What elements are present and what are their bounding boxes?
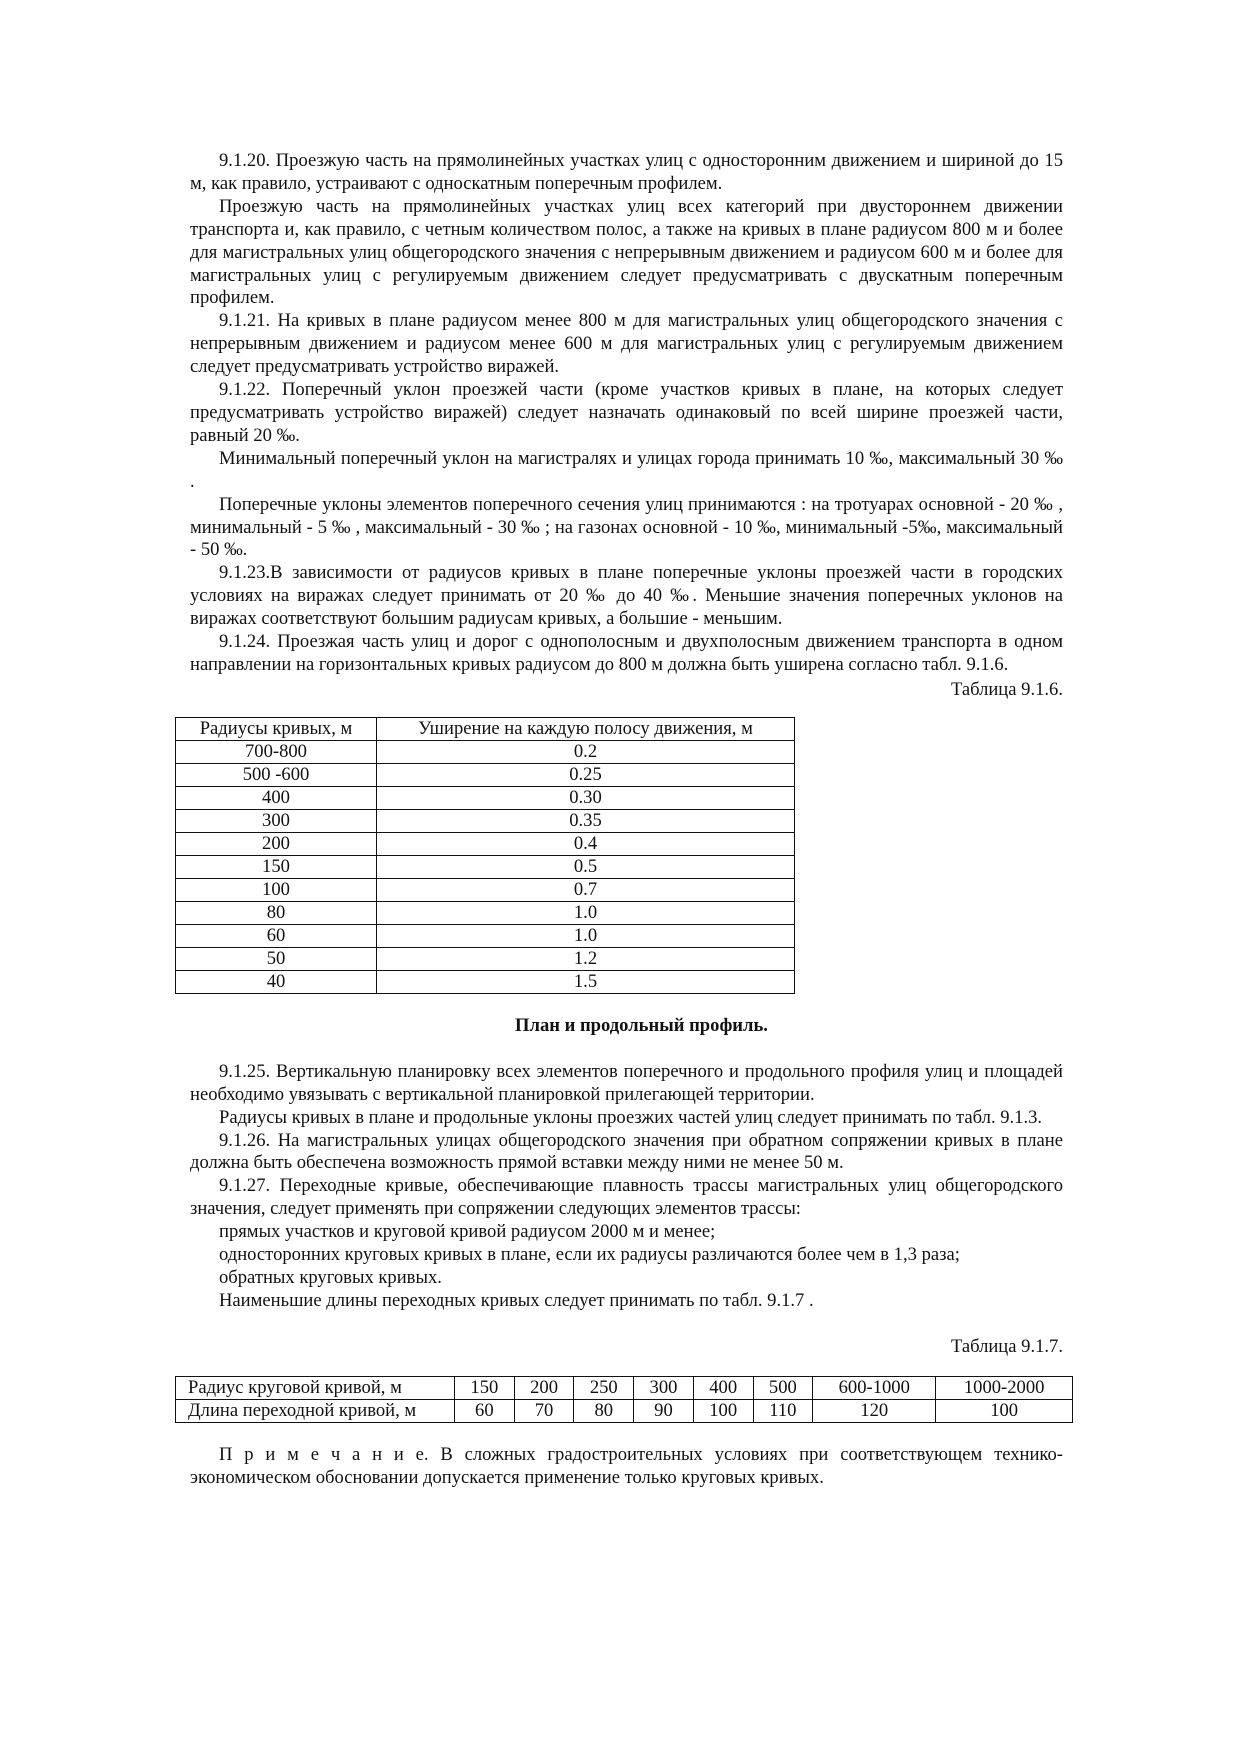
widening-cell: 1.0 [377, 924, 795, 947]
section-b-paragraph: 9.1.25. Вертикальную планировку всех элементов поперечного и продольного профиля улиц и площадей необходимо увязывать с вертикальной планировкой прилегающей территории. [190, 1060, 1063, 1105]
section-a-paragraph: Поперечные уклоны элементов поперечного сечения улиц принимаются : на тротуарах основной - 20 ‰ , минимальный - 5 ‰ , максимальный - 30 ‰ ; на газонах основной - 10 ‰, минимальный -5‰, максимальный - 50 ‰. [190, 493, 1063, 561]
radius-cell: 400 [176, 786, 377, 809]
length-value-cell: 80 [574, 1399, 634, 1422]
section-b-paragraph: Радиусы кривых в плане и продольные уклоны проезжих частей улиц следует принимать по табл. 9.1.3. [219, 1106, 1043, 1128]
widening-cell: 0.5 [377, 855, 795, 878]
radius-cell: 80 [176, 901, 377, 924]
table-row [176, 947, 795, 970]
table-1-header-radius: Радиусы кривых, м [176, 717, 377, 740]
section-a-paragraph: 9.1.22. Поперечный уклон проезжей части (кроме участков кривых в плане, на которых следует предусматривать устройство виражей) следует назначать одинаковый по всей ширине проезжей части, равный 20 ‰. [190, 379, 1063, 446]
table-row [176, 855, 795, 878]
table-2-wrapper [190, 1376, 1063, 1422]
radius-cell: 50 [176, 947, 377, 970]
note-paragraph [190, 1444, 1063, 1490]
section-a-paragraph: 9.1.24. Проезжая часть улиц и дорог с однополосным и двухполосным движением транспорта в одном направлении на горизонтальных кривых радиусом до 800 м должна быть уширена согласно табл. 9.1.6. [190, 631, 1063, 675]
table-2-label-length: Длина переходной кривой, м [176, 1399, 455, 1422]
radius-value-cell: 300 [634, 1376, 694, 1399]
table-row [176, 924, 795, 947]
section-a-paragraph: 9.1.20. Проезжую часть на прямолинейных участках улиц с односторонним движением и шириной до 15 м, как правило, устраивают с односкатным поперечным профилем. [190, 150, 1063, 194]
widening-cell: 0.4 [377, 832, 795, 855]
radius-cell: 150 [176, 855, 377, 878]
widening-cell: 1.5 [377, 970, 795, 993]
widening-cell: 0.25 [377, 763, 795, 786]
section-b-paragraph: обратных круговых кривых. [219, 1267, 442, 1288]
section-heading: План и продольный профиль. [515, 1014, 768, 1036]
length-value-cell: 100 [693, 1399, 753, 1422]
table-2-row-length [176, 1399, 1073, 1422]
radius-value-cell: 1000-2000 [936, 1376, 1073, 1399]
table-row [176, 740, 795, 763]
radius-value-cell: 250 [574, 1376, 634, 1399]
table-row [176, 763, 795, 786]
table-2-label-radius: Радиус круговой кривой, м [176, 1376, 455, 1399]
widening-cell: 1.0 [377, 901, 795, 924]
document-page [190, 150, 1063, 1490]
radius-cell: 300 [176, 809, 377, 832]
radius-value-cell: 500 [753, 1376, 813, 1399]
table-row [176, 809, 795, 832]
length-value-cell: 120 [813, 1399, 936, 1422]
table-1-header-widening: Уширение на каждую полосу движения, м [377, 717, 795, 740]
table-row [176, 832, 795, 855]
table-row [176, 970, 795, 993]
table-1-caption: Таблица 9.1.6. [950, 678, 1063, 700]
section-b-paragraph: Наименьшие длины переходных кривых следует принимать по табл. 9.1.7 . [219, 1289, 814, 1311]
section-a-paragraph: Минимальный поперечный уклон на магистралях и улицах города принимать 10 ‰, максимальный 30 ‰ . [190, 447, 1063, 492]
widening-cell: 0.35 [377, 809, 795, 832]
section-b-paragraph: 9.1.26. На магистральных улицах общегородского значения при обратном сопряжении кривых в плане должна быть обеспечена возможность прямой вставки между ними не менее 50 м. [190, 1129, 1063, 1174]
section-b-paragraph: прямых участков и круговой кривой радиусом 2000 м и менее; [219, 1221, 716, 1243]
section-b-paragraph: 9.1.27. Переходные кривые, обеспечивающие плавность трассы магистральных улиц общегородского значения, следует применять при сопряжении следующих элементов трассы: [190, 1175, 1063, 1220]
table-1-wrapper [190, 717, 1063, 993]
widening-cell: 0.30 [377, 786, 795, 809]
paragraphs-section-a [190, 150, 1063, 677]
radius-cell: 200 [176, 832, 377, 855]
length-value-cell: 70 [514, 1399, 574, 1422]
length-value-cell: 100 [936, 1399, 1073, 1422]
length-value-cell: 90 [634, 1399, 694, 1422]
paragraphs-section-b [190, 1061, 1063, 1313]
radius-cell: 500 -600 [176, 763, 377, 786]
length-value-cell: 110 [753, 1399, 813, 1422]
note-text: В сложных градостроительных условиях при соответствующем технико-экономическом обосновании допускается применение только круговых кривых. [190, 1443, 1063, 1488]
note-label: П р и м е ч а н и е. [219, 1443, 429, 1465]
table-1-header-row [176, 717, 795, 740]
table-2-caption: Таблица 9.1.7. [950, 1335, 1063, 1357]
radius-value-cell: 150 [455, 1376, 515, 1399]
section-a-paragraph: 9.1.21. На кривых в плане радиусом менее 800 м для магистральных улиц общегородского значения с непрерывным движением и радиусом менее 600 м для магистральных улиц с регулируемым движением следует предусматривать устройство виражей. [190, 310, 1063, 378]
table-2-row-radius [176, 1376, 1073, 1399]
table-row [176, 878, 795, 901]
table-row [176, 786, 795, 809]
widening-cell: 0.2 [377, 740, 795, 763]
length-value-cell: 60 [455, 1399, 515, 1422]
radius-value-cell: 600-1000 [813, 1376, 936, 1399]
radius-cell: 40 [176, 970, 377, 993]
widening-cell: 1.2 [377, 947, 795, 970]
radius-cell: 700-800 [176, 740, 377, 763]
radius-value-cell: 200 [514, 1376, 574, 1399]
radius-value-cell: 400 [693, 1376, 753, 1399]
widening-cell: 0.7 [377, 878, 795, 901]
table-row [176, 901, 795, 924]
section-b-paragraph: односторонних круговых кривых в плане, если их радиусы различаются более чем в 1,3 раза; [219, 1244, 960, 1266]
table-2 [175, 1376, 1073, 1423]
radius-cell: 100 [176, 878, 377, 901]
section-a-paragraph: 9.1.23.В зависимости от радиусов кривых в плане поперечные уклоны проезжей части в городских условиях на виражах следует принимать от 20 ‰ до 40 ‰. Меньшие значения поперечных уклонов на виражах соответствуют большим радиусам кривых, а большие - меньшим. [190, 562, 1063, 630]
section-a-paragraph: Проезжую часть на прямолинейных участках улиц всех категорий при двустороннем движении транспорта и, как правило, с четным количеством полос, а также на кривых в плане радиусом 800 м и более для магистральных улиц общегородского значения с непрерывным движением и радиусом 600 м и более для магистральных улиц с регулируемым движением следует предусматривать с двускатным поперечным профилем. [190, 195, 1063, 309]
table-1 [175, 717, 795, 994]
radius-cell: 60 [176, 924, 377, 947]
